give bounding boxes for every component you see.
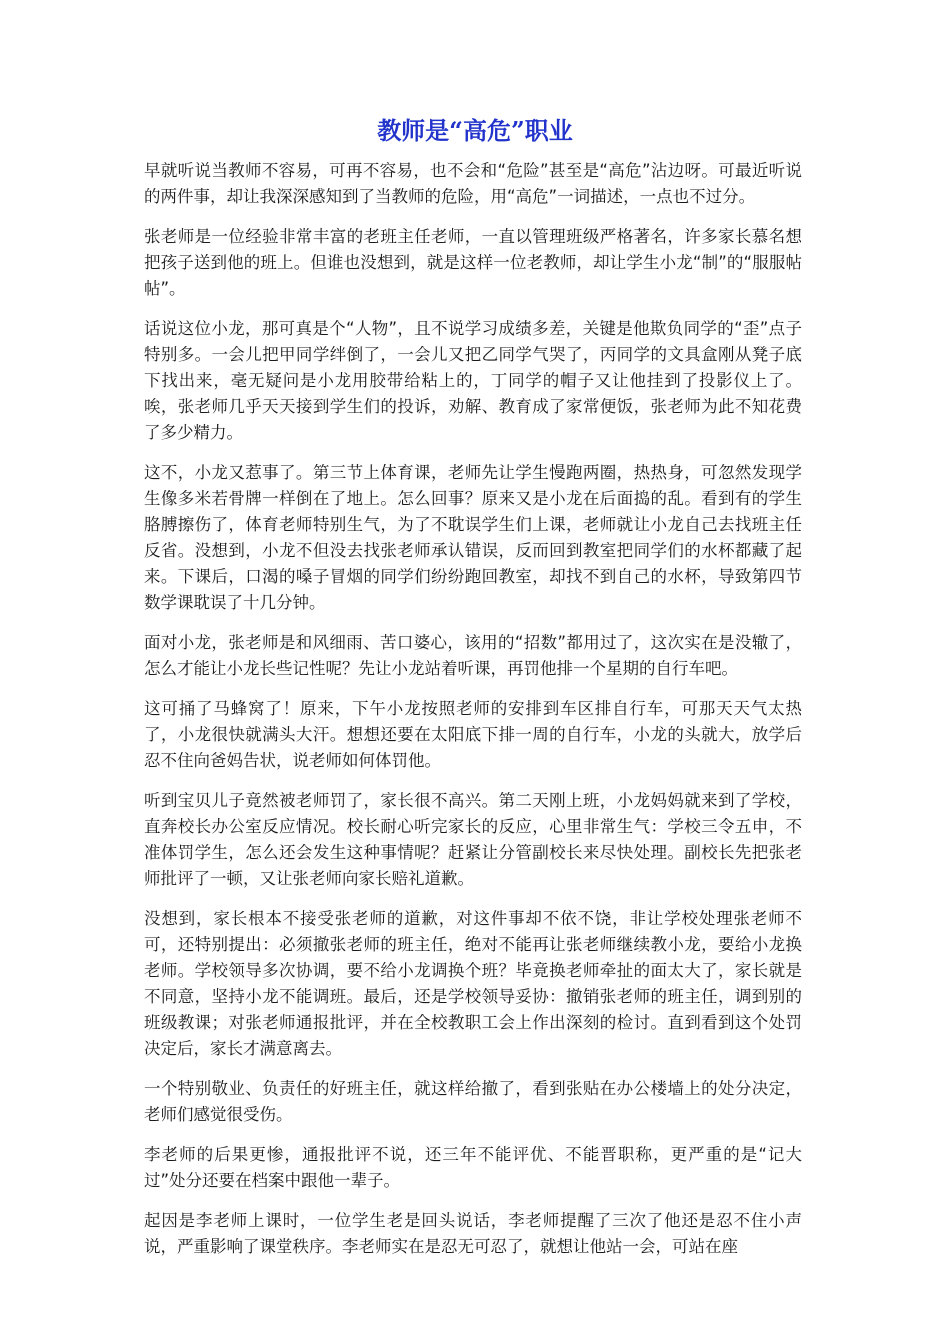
paragraph-2: 张老师是一位经验非常丰富的老班主任老师，一直以管理班级严格著名，许多家长慕名想把孩子送到他的班上。但谁也没想到，就是这样一位老教师，却让学生小龙“制”的“服服帖帖”。 (144, 227, 802, 298)
paragraph-10: 李老师的后果更惨，通报批评不说，还三年不能评优、不能晋职称，更严重的是“记大过”处分还要在档案中跟他一辈子。 (144, 1145, 802, 1190)
paragraph-6: 这可捅了马蜂窝了！原来，下午小龙按照老师的安排到车区排自行车，可那天天气太热了，小龙很快就满头大汗。想想还要在太阳底下排一周的自行车，小龙的头就大，放学后忍不住向爸妈告状，说老师如何体罚他。 (144, 699, 802, 770)
paragraph-4: 这不，小龙又惹事了。第三节上体育课，老师先让学生慢跑两圈，热热身，可忽然发现学生像多米若骨牌一样倒在了地上。怎么回事？原来又是小龙在后面捣的乱。看到有的学生胳膊擦伤了，体育老师特别生气，为了不耽误学生们上课，老师就让小龙自己去找班主任反省。没想到，小龙不但没去找张老师承认错误，反而回到教室把同学们的水杯都藏了起来。下课后，口渴的嗓子冒烟的同学们纷纷跑回教室，却找不到自己的水杯，导致第四节数学课耽误了十几分钟。 (144, 463, 802, 612)
paragraph-5: 面对小龙，张老师是和风细雨、苦口婆心，该用的“招数”都用过了，这次实在是没辙了，怎么才能让小龙长些记性呢？先让小龙站着听课，再罚他排一个星期的自行车吧。 (144, 633, 802, 678)
paragraph-3: 话说这位小龙，那可真是个“人物”，且不说学习成绩多差，关键是他欺负同学的“歪”点子特别多。一会儿把甲同学绊倒了，一会儿又把乙同学气哭了，丙同学的文具盒刚从凳子底下找出来，毫无疑问是小龙用胶带给粘上的，丁同学的帽子又让他挂到了投影仪上了。唉，张老师几乎天天接到学生们的投诉，劝解、教育成了家常便饭，张老师为此不知花费了多少精力。 (144, 319, 802, 442)
paragraph-11: 起因是李老师上课时，一位学生老是回头说话，李老师提醒了三次了他还是忍不住小声说，严重影响了课堂秩序。李老师实在是忍无可忍了，就想让他站一会，可站在座 (144, 1211, 802, 1256)
paragraph-7: 听到宝贝儿子竟然被老师罚了，家长很不高兴。第二天刚上班，小龙妈妈就来到了学校，直奔校长办公室反应情况。校长耐心听完家长的反应，心里非常生气：学校三令五申，不准体罚学生，怎么还会发生这种事情呢？赶紧让分管副校长来尽快处理。副校长先把张老师批评了一顿，又让张老师向家长赔礼道歉。 (144, 791, 802, 888)
paragraph-1: 早就听说当教师不容易，可再不容易，也不会和“危险”甚至是“高危”沾边呀。可最近听说的两件事，却让我深深感知到了当教师的危险，用“高危”一词描述，一点也不过分。 (144, 161, 802, 206)
document-title: 教师是“高危”职业 (377, 116, 573, 145)
paragraph-9: 一个特别敬业、负责任的好班主任，就这样给撤了，看到张贴在办公楼墙上的处分决定，老师们感觉很受伤。 (144, 1079, 802, 1124)
paragraph-8: 没想到，家长根本不接受张老师的道歉，对这件事却不依不饶，非让学校处理张老师不可，还特别提出：必须撤张老师的班主任，绝对不能再让张老师继续教小龙，要给小龙换老师。学校领导多次协调，要不给小龙调换个班？毕竟换老师牵扯的面太大了，家长就是不同意，坚持小龙不能调班。最后，还是学校领导妥协：撤销张老师的班主任，调到别的班级教课；对张老师通报批评，并在全校教职工会上作出深刻的检讨。直到看到这个处罚决定后，家长才满意离去。 (144, 909, 802, 1058)
document-body (144, 158, 802, 1274)
